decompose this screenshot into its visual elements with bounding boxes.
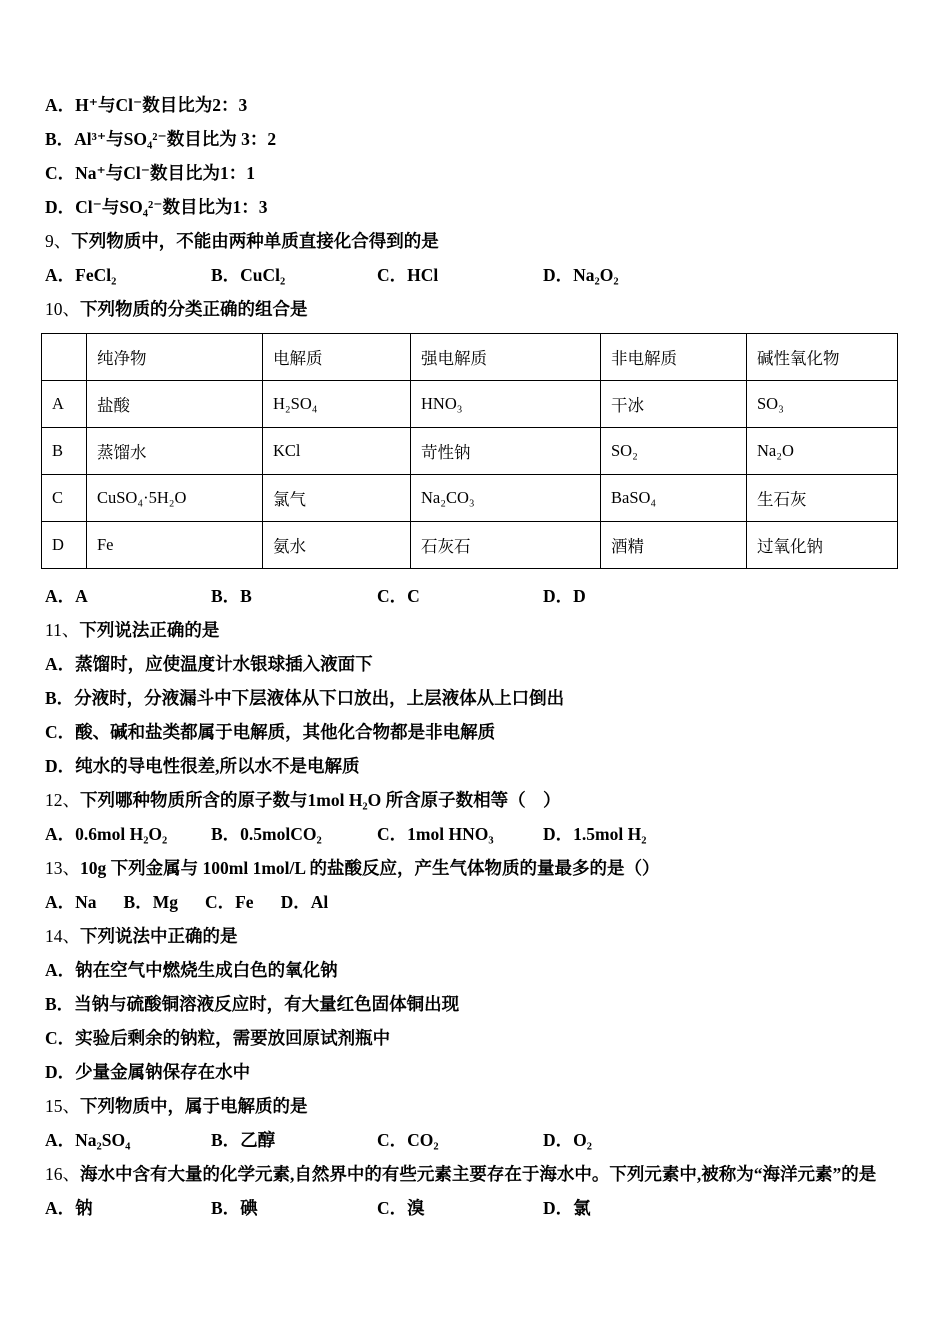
option-a: A．A (45, 586, 88, 606)
option-a: A．Na (45, 892, 97, 912)
option-b: B．Al³⁺与SO₄²⁻数目比为 3：2 (45, 129, 277, 149)
option-b: B．0.5molCO₂ (211, 824, 322, 844)
option-d: D．Cl⁻与SO₄²⁻数目比为1：3 (45, 197, 268, 217)
table-row (42, 428, 898, 475)
question-15-options (45, 1123, 900, 1157)
question-16-stem (45, 1157, 900, 1191)
table-cell: B (42, 428, 87, 475)
table-cell: Fe (87, 522, 263, 569)
question-9-stem (45, 224, 900, 258)
option-a: A．H⁺与Cl⁻数目比为2：3 (45, 95, 248, 115)
option-c: C．Fe (204, 892, 254, 912)
question-11-stem (45, 613, 900, 647)
question-text: 下列说法中正确的是 (80, 926, 238, 946)
table-cell: CuSO₄·5H₂O (87, 475, 263, 522)
option-d: D．D (543, 586, 586, 606)
table-row (42, 475, 898, 522)
option-a: A．钠在空气中燃烧生成白色的氧化钠 (45, 960, 338, 980)
question-number: 12、 (45, 790, 80, 810)
table-cell: C (42, 475, 87, 522)
option-b: B．分液时，分液漏斗中下层液体从下口放出，上层液体从上口倒出 (45, 688, 565, 708)
question-text: 下列说法正确的是 (79, 620, 220, 640)
table-cell: 苛性钠 (411, 428, 601, 475)
option-d: D．O₂ (543, 1130, 592, 1150)
question-number: 14、 (45, 926, 80, 946)
option-d: D．Al (280, 892, 329, 912)
option-c: C．溴 (377, 1198, 425, 1218)
option-b: B．乙醇 (211, 1130, 276, 1150)
table-cell: 碱性氧化物 (747, 334, 898, 381)
option-a: A．Na₂SO₄ (45, 1130, 131, 1150)
table-cell: H₂SO₄ (263, 381, 411, 428)
option-c: C．HCl (377, 265, 439, 285)
question-10-stem (45, 292, 900, 326)
option-a: A．蒸馏时，应使温度计水银球插入液面下 (45, 654, 373, 674)
question-13-stem (45, 851, 900, 885)
option-d: D．氯 (543, 1198, 591, 1218)
question-number: 10、 (45, 299, 80, 319)
question-number: 13、 (45, 858, 80, 878)
question-13-options (45, 885, 900, 919)
table-cell: 干冰 (601, 381, 747, 428)
table-cell: 酒精 (601, 522, 747, 569)
classification-table (41, 333, 898, 569)
question-number: 11、 (45, 620, 80, 640)
option-c: C．Na⁺与Cl⁻数目比为1：1 (45, 163, 255, 183)
table-cell: HNO₃ (411, 381, 601, 428)
table-cell: 生石灰 (747, 475, 898, 522)
table-cell: 非电解质 (601, 334, 747, 381)
option-c: C．实验后剩余的钠粒，需要放回原试剂瓶中 (45, 1028, 391, 1048)
option-d: D．Na₂O₂ (543, 265, 619, 285)
table-cell: 石灰石 (411, 522, 601, 569)
option-a: A．FeCl₂ (45, 265, 117, 285)
table-cell: A (42, 381, 87, 428)
option-b: B．Mg (123, 892, 178, 912)
question-12-options (45, 817, 900, 851)
table-cell: 电解质 (263, 334, 411, 381)
option-c: C．C (377, 586, 420, 606)
option-b: B．B (211, 586, 252, 606)
question-8-options (45, 88, 900, 224)
option-d: D．少量金属钠保存在水中 (45, 1062, 251, 1082)
question-text: 10g 下列金属与 100ml 1mol/L 的盐酸反应，产生气体物质的量最多的是（） (80, 858, 660, 878)
table-header-row (42, 334, 898, 381)
table-cell: 氯气 (263, 475, 411, 522)
option-b: B．CuCl₂ (211, 265, 286, 285)
table-cell: 纯净物 (87, 334, 263, 381)
question-text: 下列物质中，属于电解质的是 (80, 1096, 308, 1116)
table-cell: Na₂O (747, 428, 898, 475)
table-cell: D (42, 522, 87, 569)
option-b: B．碘 (211, 1198, 258, 1218)
table-cell: SO₃ (747, 381, 898, 428)
option-c: C．CO₂ (377, 1130, 439, 1150)
option-a: A．0.6mol H₂O₂ (45, 824, 168, 844)
table-cell: 强电解质 (411, 334, 601, 381)
table-cell: 蒸馏水 (87, 428, 263, 475)
table-cell: SO₂ (601, 428, 747, 475)
option-b: B．当钠与硫酸铜溶液反应时，有大量红色固体铜出现 (45, 994, 460, 1014)
table-cell: BaSO₄ (601, 475, 747, 522)
option-a: A．钠 (45, 1198, 93, 1218)
table-row (42, 381, 898, 428)
option-c: C．酸、碱和盐类都属于电解质，其他化合物都是非电解质 (45, 722, 496, 742)
table-cell: KCl (263, 428, 411, 475)
option-c: C．1mol HNO₃ (377, 824, 494, 844)
question-number: 16、 (45, 1164, 80, 1184)
question-text: 海水中含有大量的化学元素,自然界中的有些元素主要存在于海水中。下列元素中,被称为“海洋元素”的是 (80, 1164, 877, 1184)
question-text: 下列物质中，不能由两种单质直接化合得到的是 (71, 231, 439, 251)
question-10-options (45, 579, 900, 613)
question-15-stem (45, 1089, 900, 1123)
question-number: 15、 (45, 1096, 80, 1116)
question-9-options (45, 258, 900, 292)
question-11-options (45, 647, 900, 783)
question-14-options (45, 953, 900, 1089)
table-row (42, 522, 898, 569)
option-d: D．1.5mol H₂ (543, 824, 647, 844)
table-cell (42, 334, 87, 381)
question-16-options (45, 1191, 900, 1225)
table-cell: Na₂CO₃ (411, 475, 601, 522)
question-number: 9、 (45, 231, 72, 251)
question-text: 下列物质的分类正确的组合是 (80, 299, 308, 319)
question-text: 下列哪种物质所含的原子数与1mol H₂O 所含原子数相等（ ） (80, 790, 561, 810)
table-cell: 过氧化钠 (747, 522, 898, 569)
question-12-stem (45, 783, 900, 817)
option-d: D．纯水的导电性很差,所以水不是电解质 (45, 756, 360, 776)
table-cell: 盐酸 (87, 381, 263, 428)
table-cell: 氨水 (263, 522, 411, 569)
question-14-stem (45, 919, 900, 953)
